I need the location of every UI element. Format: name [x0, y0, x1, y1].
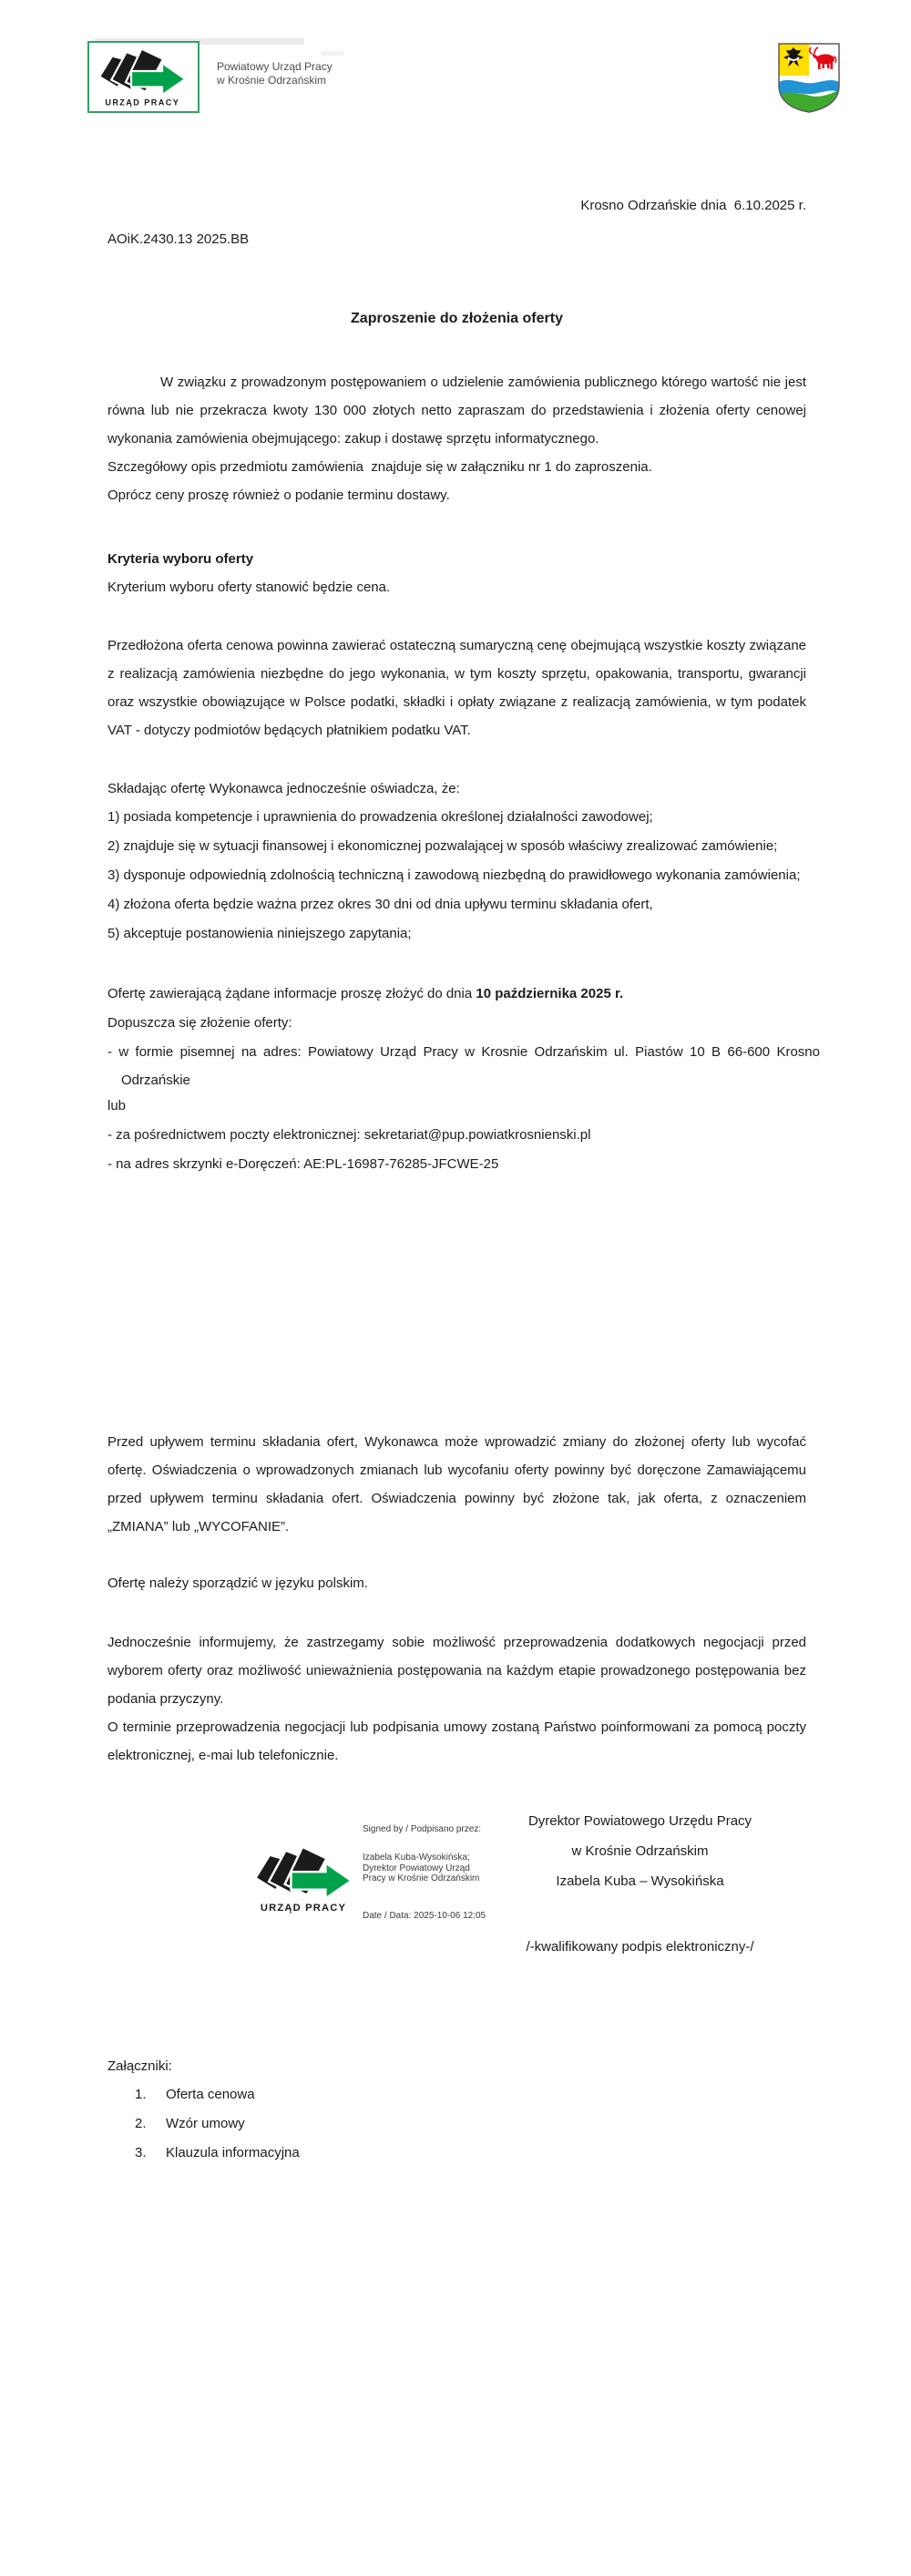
paragraph-termin: O terminie przeprowadzenia negocjacji lub podpisania umowy zostaną Państwo poinformowani za pomocą poczty elektronicznej, e-mai lub telefonicznie.: [107, 1719, 806, 1763]
list-item: 4) złożona oferta będzie ważna przez okres 30 dni od dnia upływu terminu składania ofert,: [107, 897, 653, 912]
attachments-heading: Załączniki:: [107, 2058, 172, 2074]
paragraph-dopuszcza: Dopuszcza się złożenie oferty:: [107, 1015, 292, 1031]
paragraph-jezyk: Ofertę należy sporządzić w języku polskim.: [107, 1575, 368, 1591]
scan-artifact: [321, 51, 344, 56]
oferte-prefix: Ofertę zawierającą żądane informacje proszę złożyć do dnia: [107, 986, 476, 1001]
paragraph-oprocz: Oprócz ceny proszę również o podanie terminu dostawy.: [107, 487, 450, 503]
paragraph-opis: Szczegółowy opis przedmiotu zamówienia znajduje się w załączniku nr 1 do zaproszenia.: [107, 459, 652, 475]
stamp-date-block: Date / Data: 2025-10-06 12:05: [363, 1911, 486, 1921]
attachment-label: Oferta cenowa: [166, 2087, 255, 2102]
list-item: 3) dysponuje odpowiednią zdolnością techniczną i zawodową niezbędną do prawidłowego wykonania zamówienia;: [107, 867, 801, 883]
urzad-pracy-logo-box: [87, 41, 200, 113]
attachment-item: [135, 2080, 255, 2109]
org-name-line1: Powiatowy Urząd Pracy: [217, 60, 333, 73]
signatory-name: Izabela Kuba – Wysokińska: [556, 1873, 724, 1889]
signature-stamp-logo: [250, 1844, 361, 1918]
attachment-number: 2.: [135, 2116, 147, 2131]
paragraph-edoreczenia: - na adres skrzynki e-Doręczeń: AE:PL-16987-76285-JFCWE-25: [107, 1156, 499, 1172]
paragraph-intro: W związku z prowadzonym postępowaniem o udzielenie zamówienia publicznego którego wartość nie jest równa lub nie przekracza kwoty 130 000 złotych netto zapraszam do przedstawienia i złożenia oferty cenowej wykonania zamówienia obejmującego: zakup i dostawę sprzętu informatycznego.: [107, 375, 806, 446]
paragraph-oferte-termin: [107, 980, 806, 1008]
heading-kryteria: Kryteria wyboru oferty: [107, 551, 254, 567]
paragraph-przed-uplywem: Przed upływem terminu składania ofert, Wykonawca może wprowadzić zmiany do złożonej oferty lub wycofać ofertę. Oświadczenia o wprowadzonych zmianach lub wycofaniu oferty powinny być doręczone Zamawiającemu przed upływem terminu składania ofert. Oświadczenia powinny być złożone tak, jak oferta, z oznaczeniem „ZMIANA” lub „WYCOFANIE”.: [107, 1434, 806, 1534]
signature-block: [496, 1806, 783, 1896]
urzad-pracy-logo-icon: [250, 1844, 361, 1914]
attachment-label: Klauzula informacyjna: [166, 2145, 300, 2160]
oferte-deadline: 10 października 2025 r.: [476, 986, 624, 1001]
urzad-pracy-logo-icon: [95, 46, 193, 108]
signatory-title-line1: Dyrektor Powiatowego Urzędu Pracy: [527, 1813, 752, 1829]
stamp-signed-by: Signed by / Podpisano przez:: [363, 1824, 482, 1834]
paragraph-email: - za pośrednictwem poczty elektronicznej: sekretariat@pup.powiatkrosnienski.pl: [107, 1127, 591, 1143]
paragraph-lub: lub: [107, 1098, 127, 1114]
attachment-item: [135, 2139, 300, 2168]
qualified-signature-note: /-kwalifikowany podpis elektroniczny-/: [526, 1939, 754, 1955]
paragraph-kryterium: Kryterium wyboru oferty stanowić będzie cena.: [107, 580, 391, 595]
stamp-name-block: Izabela Kuba-Wysokińska; Dyrektor Powiatowy Urząd Pracy w Krośnie Odrzańskim: [363, 1852, 480, 1883]
paragraph-negocjacje: Jednocześnie informujemy, że zastrzegamy sobie możliwość przeprowadzenia dodatkowych negocjacji przed wyborem oferty oraz możliwość unieważnienia postępowania na każdym etapie prowadzonego postępowania bez podania przyczyny.: [107, 1635, 806, 1707]
list-item: 5) akceptuje postanowienia niniejszego zapytania;: [107, 926, 412, 941]
org-name-line2: w Krośnie Odrzańskim: [217, 74, 327, 87]
attachment-item: [135, 2109, 245, 2139]
attachment-number: 3.: [135, 2145, 147, 2160]
logo-label: URZĄD PRACY: [260, 1903, 347, 1914]
attachment-number: 1.: [135, 2087, 147, 2102]
paragraph-pisemna: - w formie pisemnej na adres: Powiatowy Urząd Pracy w Krosnie Odrzańskim ul. Piastów 10 B 66-600 Krosno Odrzańskie: [107, 1044, 820, 1088]
attachment-label: Wzór umowy: [166, 2116, 245, 2131]
coat-of-arms: [777, 42, 841, 118]
signatory-title-line2: w Krośnie Odrzańskim: [571, 1843, 709, 1859]
page-title: Zaproszenie do złożenia oferty: [351, 311, 563, 326]
list-item: 2) znajduje się w sytuacji finansowej i ekonomicznej pozwalającej w sposób właściwy zrealizować zamówienie;: [107, 838, 778, 854]
paragraph-przedlozona: Przedłożona oferta cenowa powinna zawierać ostateczną sumaryczną cenę obejmującą wszystkie koszty związane z realizacją zamówienia niezbędne do jego wykonania, w tym koszty sprzętu, opakowania, transportu, gwarancji oraz wszystkie obowiązujące w Polsce podatki, składki i opłaty związane z realizacją zamówienia, w tym podatek VAT - dotyczy podmiotów będących płatnikiem podatku VAT.: [107, 638, 806, 738]
oswiadczenia-list: [107, 803, 806, 949]
date-line: Krosno Odrzańskie dnia 6.10.2025 r.: [580, 198, 806, 213]
list-item: 1) posiada kompetencje i uprawnienia do prowadzenia określonej działalności zawodowej;: [107, 809, 653, 825]
logo-label: URZĄD PRACY: [104, 97, 179, 108]
coat-of-arms-icon: [777, 42, 841, 114]
header-org-name: [217, 60, 333, 87]
reference-number: AOiK.2430.13 2025.BB: [107, 231, 250, 247]
paragraph-skladajac: Składając ofertę Wykonawca jednocześnie oświadcza, że:: [107, 781, 460, 796]
